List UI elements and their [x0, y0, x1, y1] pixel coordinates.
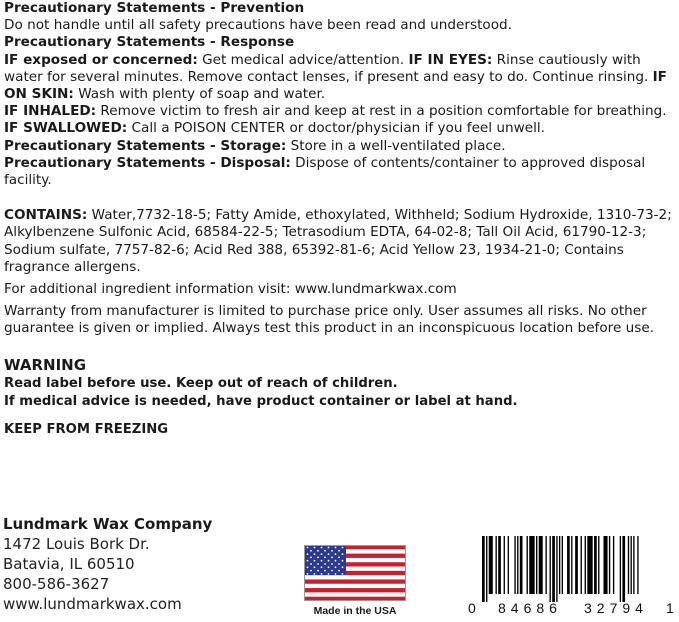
contains-statement [4, 207, 676, 276]
company-website: www.lundmarkwax.com [3, 595, 182, 613]
product-label [4, 0, 676, 439]
inhaled-label: IF INHALED: [4, 103, 97, 120]
barcode-group-left: 84686 [498, 600, 562, 616]
disposal-label: Precautionary Statements - Disposal: [4, 154, 291, 171]
upc-barcode [468, 536, 676, 620]
ingredient-info: For additional ingredient information visit: www.lundmarkwax.com [4, 281, 457, 298]
swallowed-label: IF SWALLOWED: [4, 120, 128, 137]
exposed-text: Get medical advice/attention. [197, 51, 409, 68]
storage-label: Precautionary Statements - Storage: [4, 137, 287, 154]
company-address-2: Batavia, IL 60510 [3, 555, 135, 573]
company-name: Lundmark Wax Company [3, 515, 213, 533]
barcode-digit-last: 1 [666, 600, 674, 616]
us-flag-icon [304, 545, 406, 601]
made-in-usa-caption: Made in the USA [313, 605, 397, 617]
disposal-text: Dispose of contents/container to approved disposal facility. [4, 154, 646, 189]
response-heading: Precautionary Statements - Response [4, 34, 295, 51]
made-in-usa-badge [304, 545, 406, 617]
storage-text: Store in a well-ventilated place. [286, 137, 506, 154]
exposed-label: IF exposed or concerned: [4, 51, 198, 68]
storage-statement [4, 138, 676, 155]
prevention-heading: Precautionary Statements - Prevention [4, 0, 305, 16]
response-swallowed [4, 120, 676, 137]
company-block [3, 514, 212, 614]
prevention-text: Do not handle until all safety precautions have been read and understood. [4, 17, 512, 34]
contains-label: CONTAINS: [4, 207, 88, 224]
response-exposed-eyes-skin [4, 52, 676, 104]
barcode-digit-first: 0 [468, 600, 476, 616]
swallowed-text: Call a POISON CENTER or doctor/physician if you feel unwell. [127, 120, 545, 137]
eyes-text: Rinse cautiously with water for several minutes. Remove contact lenses, if present and easy to do. Continue rinsing. [4, 51, 653, 85]
freeze-notice: KEEP FROM FREEZING [4, 421, 169, 437]
inhaled-text: Remove victim to fresh air and keep at rest in a position comfortable for breathing. [96, 103, 667, 120]
barcode-group-right: 32794 [584, 600, 648, 616]
warning-line-1: Read label before use. Keep out of reach of children. [4, 375, 398, 391]
skin-text: Wash with plenty of soap and water. [73, 86, 326, 103]
response-inhaled [4, 103, 676, 120]
warranty-text: Warranty from manufacturer is limited to purchase price only. User assumes all risks. No other guarantee is given or implied. Always test this product in an inconspicuous location before use. [4, 303, 655, 337]
company-phone: 800-586-3627 [3, 575, 110, 593]
skin-label: IF ON SKIN: [4, 68, 667, 103]
warning-title: WARNING [4, 355, 87, 374]
eyes-label: IF IN EYES: [408, 51, 493, 68]
contains-text: Water,7732-18-5; Fatty Amide, ethoxylated, Withheld; Sodium Hydroxide, 1310-73-2; Alkylbenzene Sulfonic Acid, 68584-22-5; Tetrasodium EDTA, 64-02-8; Tall Oil Acid, 61790-12-3; Sodium sulfate, 7757-82-6; Acid Red 388, 65392-81-6; Acid Yellow 23, 1934-21-0; Contains fragrance allergens. [4, 207, 672, 275]
warning-line-2: If medical advice is needed, have product container or label at hand. [4, 393, 518, 409]
disposal-statement [4, 155, 676, 189]
upc-barcode-icon [468, 536, 676, 602]
company-address-1: 1472 Louis Bork Dr. [3, 535, 150, 553]
